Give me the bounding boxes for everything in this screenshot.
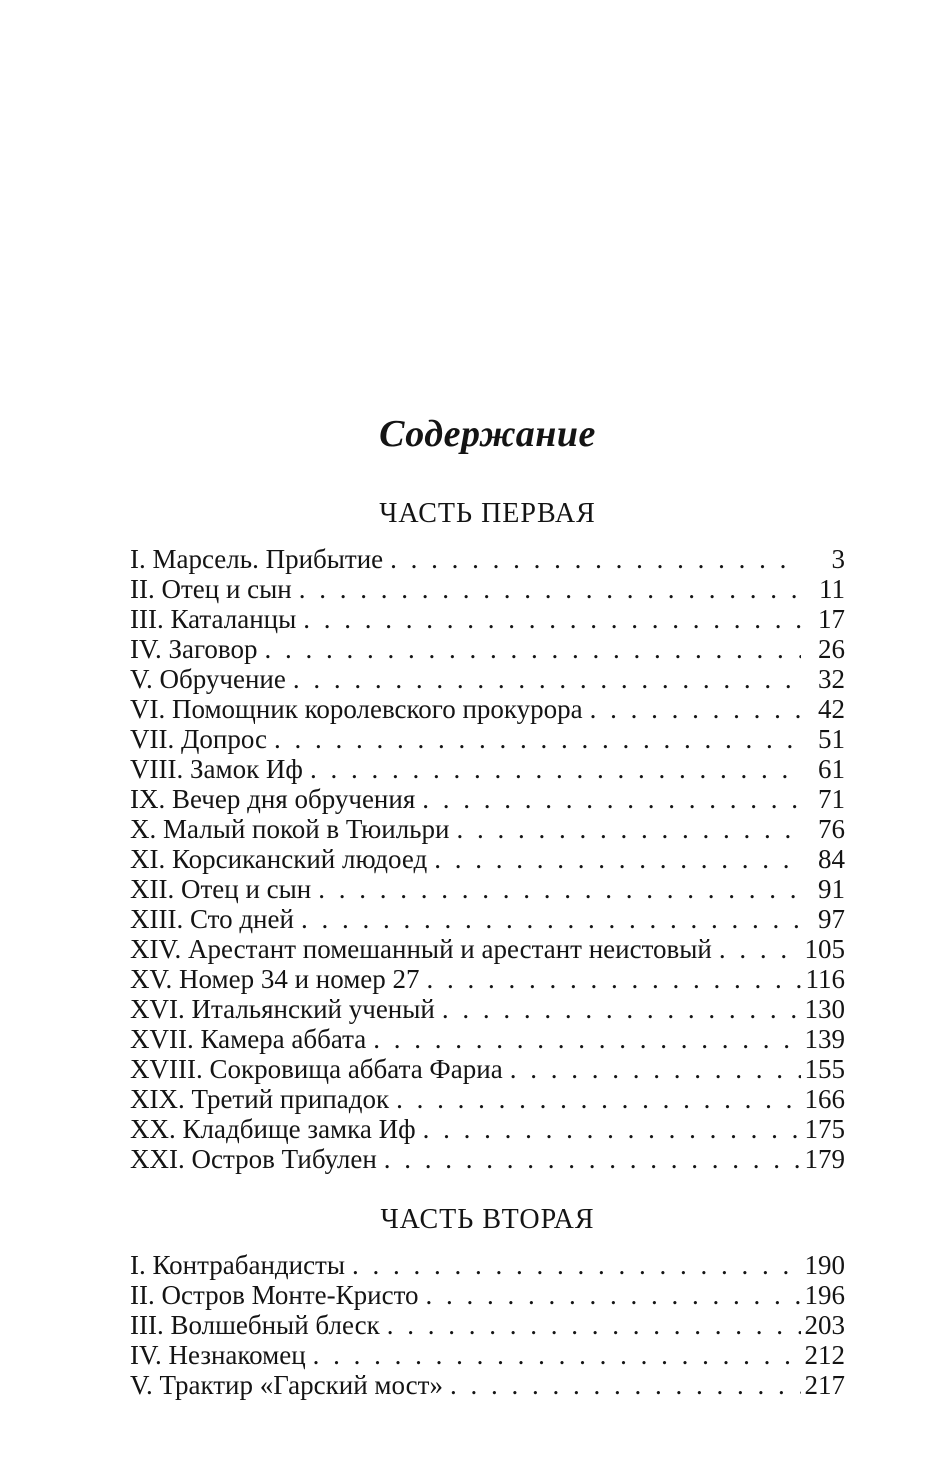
dot-leader (299, 574, 801, 604)
chapter-title: XIII. Сто дней (130, 904, 294, 934)
toc-entry (130, 664, 845, 694)
chapter-title: I. Контрабандисты (130, 1250, 345, 1280)
dot-leader (390, 544, 801, 574)
chapter-title: IV. Заговор (130, 634, 258, 664)
toc-entry (130, 964, 845, 994)
toc-entry (130, 634, 845, 664)
page-number: 212 (804, 1340, 845, 1370)
toc-entry (130, 1054, 845, 1084)
dot-leader (396, 1084, 800, 1114)
dot-leader (450, 1370, 801, 1400)
dot-leader (265, 634, 802, 664)
chapter-title: XII. Отец и сын (130, 874, 312, 904)
dot-leader (387, 1310, 801, 1340)
chapter-title: XXI. Остров Тибулен (130, 1144, 377, 1174)
chapter-title: I. Марсель. Прибытие (130, 544, 384, 574)
chapter-title: III. Каталанцы (130, 604, 297, 634)
chapter-title: V. Обручение (130, 664, 286, 694)
toc-entry (130, 1024, 845, 1054)
toc-entry (130, 1280, 845, 1310)
toc-entry (130, 1370, 845, 1400)
toc-entry (130, 934, 845, 964)
dot-leader (422, 784, 801, 814)
chapter-title: VIII. Замок Иф (130, 754, 303, 784)
toc-entry (130, 694, 845, 724)
toc-entry (130, 994, 845, 1024)
toc-entry (130, 724, 845, 754)
dot-leader (427, 964, 801, 994)
toc-entry (130, 754, 845, 784)
page-title: Содержание (379, 413, 596, 455)
page-number: 26 (818, 634, 845, 664)
page-number: 42 (818, 694, 845, 724)
page-number: 32 (818, 664, 845, 694)
chapter-title: IX. Вечер дня обручения (130, 784, 416, 814)
toc-entry (130, 844, 845, 874)
dot-leader (352, 1250, 801, 1280)
chapter-title: XVIII. Сокровища аббата Фариа (130, 1054, 503, 1084)
page-number: 17 (818, 604, 845, 634)
page-number: 179 (804, 1144, 845, 1174)
dot-leader (384, 1144, 801, 1174)
page-number: 51 (818, 724, 845, 754)
dot-leader (719, 934, 801, 964)
page-number: 76 (818, 814, 845, 844)
toc-list (130, 544, 845, 1174)
part-heading: ЧАСТЬ ВТОРАЯ (380, 1204, 595, 1235)
dot-leader (510, 1054, 801, 1084)
chapter-title: XX. Кладбище замка Иф (130, 1114, 416, 1144)
page-number: 105 (804, 934, 845, 964)
page-number: 175 (804, 1114, 845, 1144)
toc-entry (130, 784, 845, 814)
chapter-title: XV. Номер 34 и номер 27 (130, 964, 420, 994)
page-number: 166 (804, 1084, 845, 1114)
page-number: 116 (805, 964, 845, 994)
chapter-title: X. Малый покой в Тюильри (130, 814, 450, 844)
toc-entry (130, 1114, 845, 1144)
dot-leader (423, 1114, 801, 1144)
dot-leader (310, 754, 801, 784)
page-number: 91 (818, 874, 845, 904)
chapter-title: IV. Незнакомец (130, 1340, 306, 1370)
chapter-title: XI. Корсиканский людоед (130, 844, 428, 874)
toc-entry (130, 604, 845, 634)
dot-leader (434, 844, 801, 874)
page-number: 97 (818, 904, 845, 934)
toc-entry (130, 1310, 845, 1340)
page-number: 155 (804, 1054, 845, 1084)
page-number: 11 (819, 574, 845, 604)
dot-leader (303, 604, 801, 634)
toc-entry (130, 1144, 845, 1174)
page-number: 196 (804, 1280, 845, 1310)
page-number: 203 (804, 1310, 845, 1340)
toc-list (130, 1250, 845, 1400)
toc-entry (130, 544, 845, 574)
toc-sections (130, 498, 845, 1400)
dot-leader (456, 814, 801, 844)
page-number: 3 (831, 544, 845, 574)
dot-leader (293, 664, 801, 694)
dot-leader (301, 904, 801, 934)
chapter-title: III. Волшебный блеск (130, 1310, 380, 1340)
chapter-title: VI. Помощник королевского прокурора (130, 694, 583, 724)
dot-leader (426, 1280, 801, 1310)
part-heading: ЧАСТЬ ПЕРВАЯ (379, 498, 596, 529)
chapter-title: XVII. Камера аббата (130, 1024, 367, 1054)
chapter-title: XVI. Итальянский ученый (130, 994, 435, 1024)
dot-leader (373, 1024, 800, 1054)
dot-leader (590, 694, 801, 724)
chapter-title: V. Трактир «Гарский мост» (130, 1370, 443, 1400)
dot-leader (313, 1340, 801, 1370)
toc-entry (130, 874, 845, 904)
page-number: 130 (804, 994, 845, 1024)
page-number: 84 (818, 844, 845, 874)
chapter-title: XIV. Арестант помешанный и арестант неистовый (130, 934, 712, 964)
dot-leader (442, 994, 801, 1024)
chapter-title: XIX. Третий припадок (130, 1084, 390, 1114)
toc-entry (130, 574, 845, 604)
dot-leader (274, 724, 801, 754)
toc-entry (130, 904, 845, 934)
toc-entry (130, 814, 845, 844)
chapter-title: VII. Допрос (130, 724, 268, 754)
page-number: 217 (804, 1370, 845, 1400)
chapter-title: II. Остров Монте-Кристо (130, 1280, 419, 1310)
page-number: 61 (818, 754, 845, 784)
toc-entry (130, 1340, 845, 1370)
toc-entry (130, 1084, 845, 1114)
page-number: 71 (818, 784, 845, 814)
page-number: 190 (804, 1250, 845, 1280)
toc-entry (130, 1250, 845, 1280)
chapter-title: II. Отец и сын (130, 574, 292, 604)
dot-leader (318, 874, 801, 904)
page-number: 139 (804, 1024, 845, 1054)
